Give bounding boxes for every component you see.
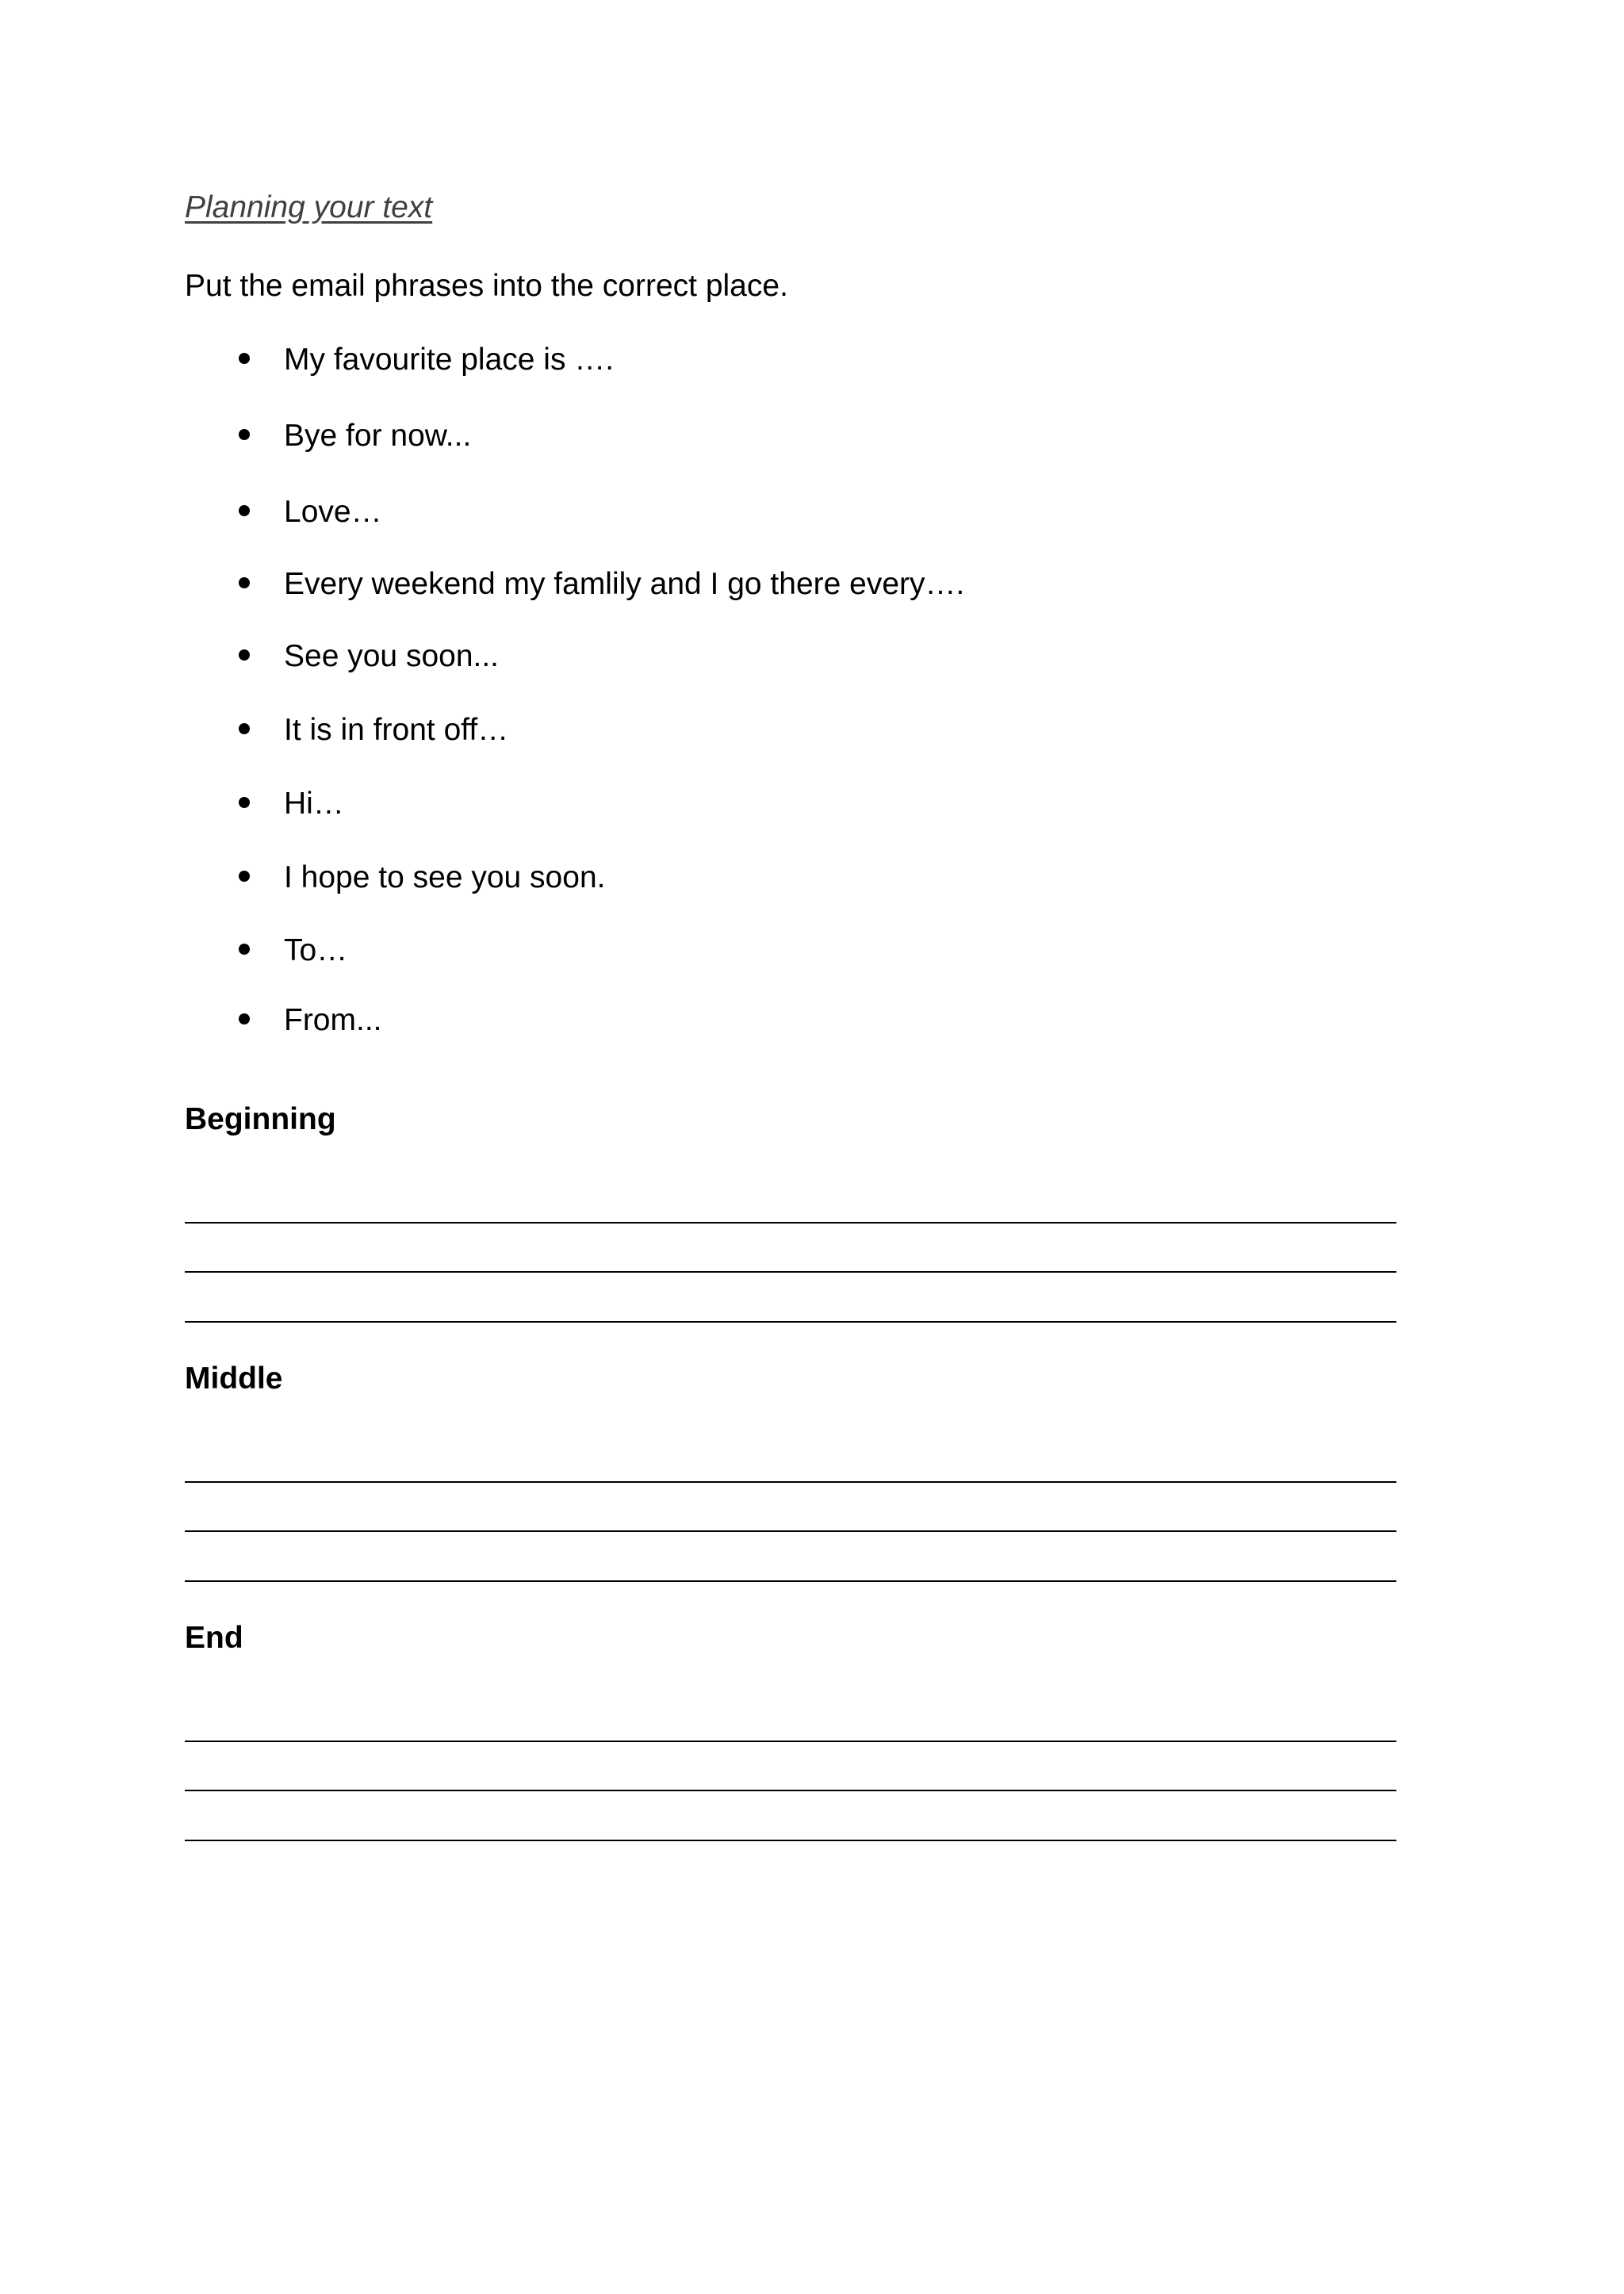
section-heading-end: End: [185, 1621, 243, 1655]
section-heading-beginning: Beginning: [185, 1102, 336, 1136]
bullet-icon: [239, 723, 250, 734]
writing-line: [185, 1321, 1396, 1323]
writing-line: [185, 1271, 1396, 1273]
phrase-text: My favourite place is ….: [284, 343, 615, 377]
list-item: [284, 641, 499, 672]
list-item: [284, 714, 508, 745]
phrase-text: To…: [284, 933, 348, 967]
list-item: [284, 935, 347, 966]
writing-line: [185, 1580, 1396, 1582]
phrase-text: It is in front off…: [284, 713, 509, 747]
section-heading-middle: Middle: [185, 1361, 283, 1396]
bullet-icon: [239, 1013, 250, 1024]
list-item: [284, 1005, 382, 1036]
list-item: [284, 344, 614, 375]
bullet-icon: [239, 944, 250, 955]
page-title: Planning your text: [185, 190, 433, 224]
bullet-icon: [239, 429, 250, 440]
phrase-text: I hope to see you soon.: [284, 860, 606, 894]
writing-line: [185, 1530, 1396, 1532]
bullet-icon: [239, 505, 250, 516]
bullet-icon: [239, 353, 250, 364]
list-item: [284, 496, 382, 527]
bullet-icon: [239, 577, 250, 588]
bullet-icon: [239, 649, 250, 661]
phrase-text: Love…: [284, 495, 382, 529]
phrase-text: Every weekend my famlily and I go there every….: [284, 567, 965, 601]
list-item: [284, 862, 605, 893]
instruction-text: Put the email phrases into the correct place.: [185, 269, 788, 303]
writing-line: [185, 1222, 1396, 1224]
writing-line: [185, 1481, 1396, 1483]
list-item: [284, 788, 344, 819]
writing-line: [185, 1790, 1396, 1791]
bullet-icon: [239, 871, 250, 882]
phrase-text: Bye for now...: [284, 419, 472, 453]
bullet-icon: [239, 797, 250, 808]
phrase-text: From...: [284, 1003, 382, 1037]
writing-line: [185, 1741, 1396, 1742]
list-item: [284, 569, 964, 599]
writing-line: [185, 1840, 1396, 1841]
phrase-text: Hi…: [284, 787, 344, 821]
phrase-text: See you soon...: [284, 639, 500, 673]
list-item: [284, 420, 471, 451]
